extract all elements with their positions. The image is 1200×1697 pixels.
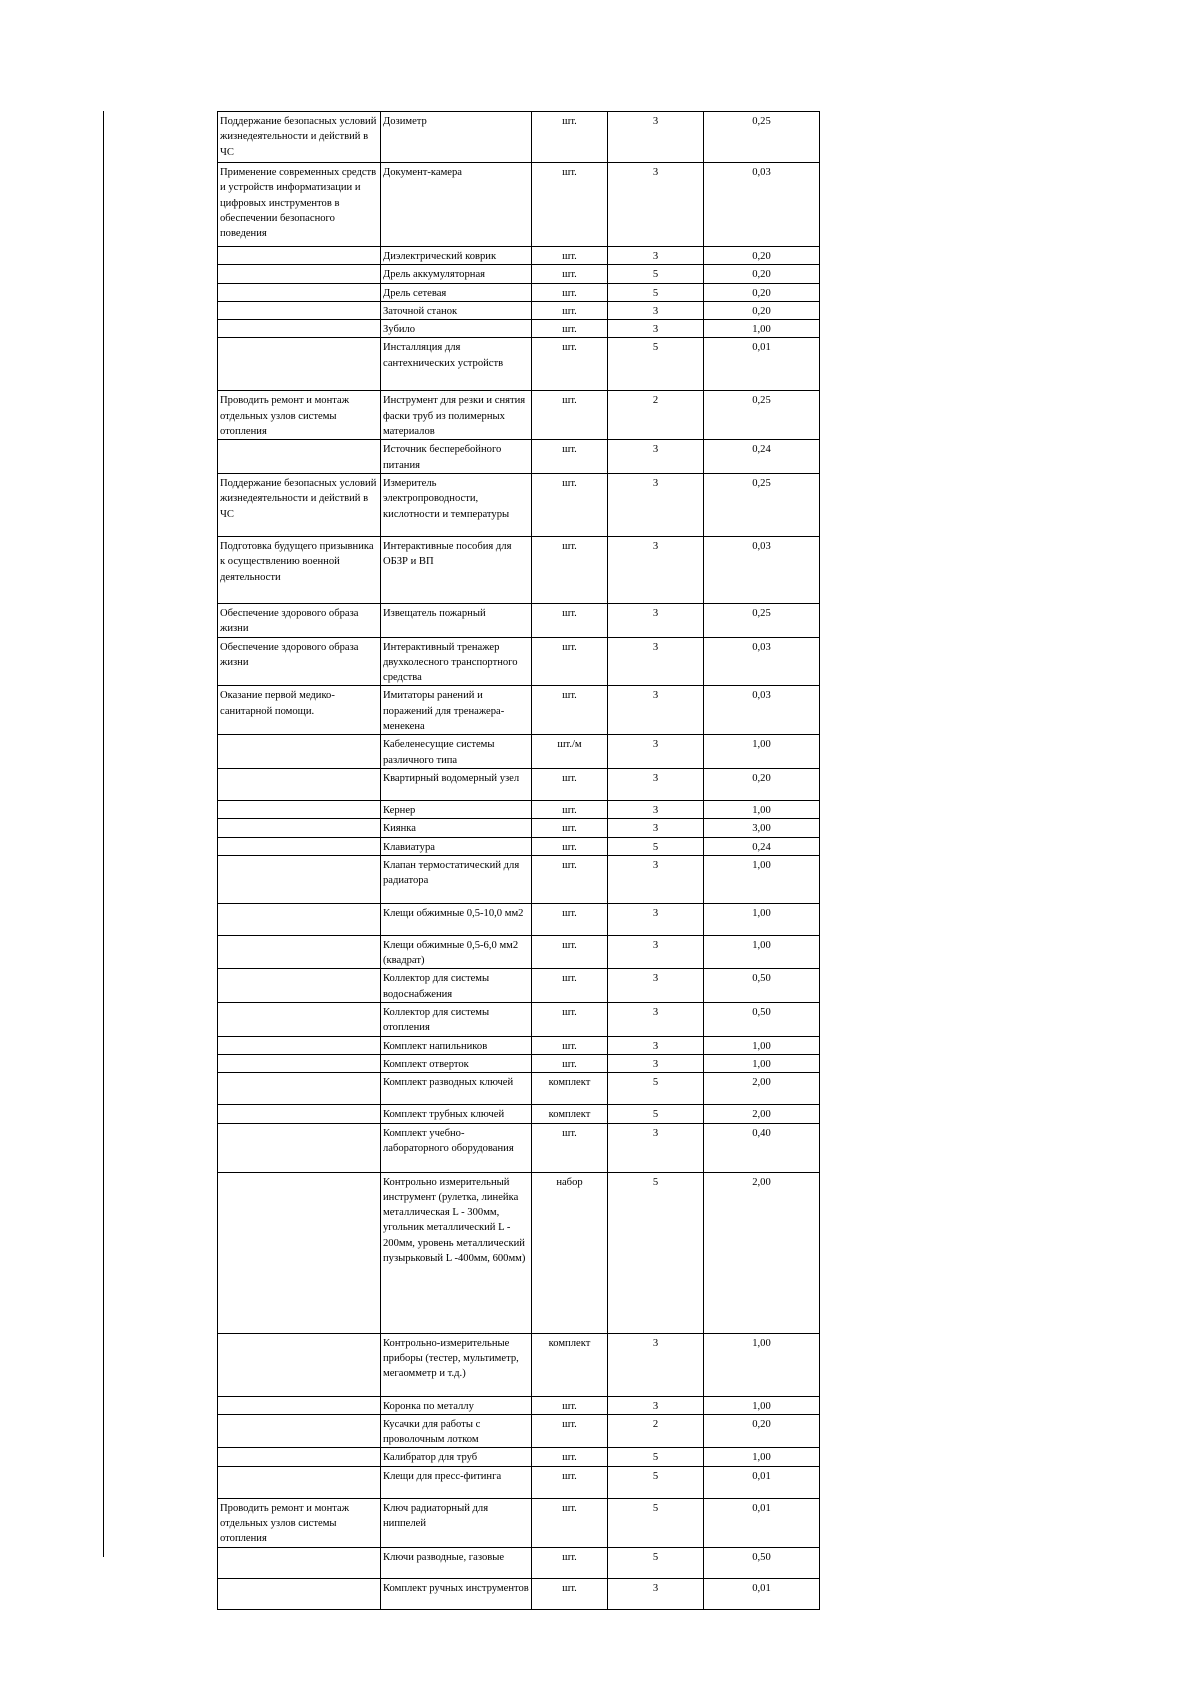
unit-cell: шт. (532, 768, 608, 800)
qty-cell: 3 (608, 1396, 704, 1414)
qty-cell: 3 (608, 1036, 704, 1054)
item-cell: Ключи разводные, газовые (381, 1547, 532, 1578)
value-cell: 0,50 (704, 1003, 820, 1037)
table-row (218, 320, 820, 338)
table-row (218, 440, 820, 474)
table-row (218, 686, 820, 735)
unit-cell: шт. (532, 1448, 608, 1466)
table-row (218, 1036, 820, 1054)
area-cell (218, 1578, 381, 1609)
unit-cell: шт. (532, 536, 608, 603)
item-cell: Документ-камера (381, 163, 532, 247)
unit-cell: шт. (532, 1547, 608, 1578)
unit-cell: шт. (532, 1036, 608, 1054)
area-cell: Поддержание безопасных условий жизнедеятельности и действий в ЧС (218, 473, 381, 536)
qty-cell: 5 (608, 1105, 704, 1123)
qty-cell: 3 (608, 768, 704, 800)
item-cell: Дрель сетевая (381, 283, 532, 301)
item-cell: Ключ радиаторный для ниппелей (381, 1498, 532, 1547)
qty-cell: 3 (608, 855, 704, 903)
item-cell: Квартирный водомерный узел (381, 768, 532, 800)
qty-cell: 3 (608, 473, 704, 536)
unit-cell: шт. (532, 283, 608, 301)
area-cell: Обеспечение здорового образа жизни (218, 603, 381, 637)
item-cell: Клещи для пресс-фитинга (381, 1466, 532, 1498)
table-row (218, 935, 820, 969)
qty-cell: 3 (608, 1003, 704, 1037)
unit-cell: комплект (532, 1073, 608, 1105)
value-cell: 0,25 (704, 473, 820, 536)
table-row (218, 1073, 820, 1105)
qty-cell: 5 (608, 1547, 704, 1578)
value-cell: 1,00 (704, 1333, 820, 1396)
area-cell (218, 1003, 381, 1037)
unit-cell: шт. (532, 1123, 608, 1172)
value-cell: 1,00 (704, 1054, 820, 1072)
unit-cell: шт. (532, 969, 608, 1003)
unit-cell: комплект (532, 1333, 608, 1396)
item-cell: Комплект напильников (381, 1036, 532, 1054)
area-cell (218, 819, 381, 837)
unit-cell: шт. (532, 1578, 608, 1609)
area-cell (218, 247, 381, 265)
table-row (218, 1003, 820, 1037)
unit-cell: шт. (532, 686, 608, 735)
table-row (218, 1396, 820, 1414)
unit-cell: шт. (532, 837, 608, 855)
item-cell: Кабеленесущие системы различного типа (381, 735, 532, 769)
value-cell: 1,00 (704, 935, 820, 969)
value-cell: 0,20 (704, 1414, 820, 1448)
qty-cell: 3 (608, 603, 704, 637)
item-cell: Клапан термостатический для радиатора (381, 855, 532, 903)
unit-cell: шт. (532, 1498, 608, 1547)
qty-cell: 3 (608, 163, 704, 247)
value-cell: 0,25 (704, 391, 820, 440)
area-cell (218, 903, 381, 935)
qty-cell: 5 (608, 1073, 704, 1105)
unit-cell: шт. (532, 163, 608, 247)
value-cell: 2,00 (704, 1073, 820, 1105)
unit-cell: шт. (532, 112, 608, 163)
table-row (218, 536, 820, 603)
area-cell (218, 768, 381, 800)
area-cell (218, 440, 381, 474)
item-cell: Контрольно-измерительные приборы (тестер, мультиметр, мегаомметр и т.д.) (381, 1333, 532, 1396)
qty-cell: 5 (608, 1172, 704, 1333)
unit-cell: шт. (532, 1466, 608, 1498)
value-cell: 0,25 (704, 112, 820, 163)
item-cell: Инсталляция для сантехнических устройств (381, 338, 532, 391)
unit-cell: шт. (532, 301, 608, 319)
qty-cell: 3 (608, 1123, 704, 1172)
table-row (218, 265, 820, 283)
area-cell (218, 837, 381, 855)
item-cell: Калибратор для труб (381, 1448, 532, 1466)
item-cell: Комплект учебно-лабораторного оборудования (381, 1123, 532, 1172)
area-cell (218, 265, 381, 283)
area-cell (218, 855, 381, 903)
area-cell (218, 1073, 381, 1105)
area-cell (218, 1414, 381, 1448)
value-cell: 0,40 (704, 1123, 820, 1172)
unit-cell: шт. (532, 603, 608, 637)
table-row (218, 969, 820, 1003)
unit-cell: шт. (532, 265, 608, 283)
table-row (218, 1333, 820, 1396)
qty-cell: 5 (608, 338, 704, 391)
item-cell: Клавиатура (381, 837, 532, 855)
table-row (218, 837, 820, 855)
value-cell: 0,24 (704, 837, 820, 855)
item-cell: Дрель аккумуляторная (381, 265, 532, 283)
item-cell: Заточной станок (381, 301, 532, 319)
value-cell: 0,01 (704, 1578, 820, 1609)
value-cell: 2,00 (704, 1172, 820, 1333)
qty-cell: 3 (608, 112, 704, 163)
unit-cell: комплект (532, 1105, 608, 1123)
unit-cell: набор (532, 1172, 608, 1333)
unit-cell: шт. (532, 903, 608, 935)
item-cell: Киянка (381, 819, 532, 837)
value-cell: 1,00 (704, 903, 820, 935)
area-cell (218, 338, 381, 391)
value-cell: 0,20 (704, 768, 820, 800)
value-cell: 0,20 (704, 265, 820, 283)
qty-cell: 3 (608, 800, 704, 818)
item-cell: Зубило (381, 320, 532, 338)
table-row (218, 1578, 820, 1609)
value-cell: 0,01 (704, 338, 820, 391)
value-cell: 1,00 (704, 800, 820, 818)
item-cell: Дозиметр (381, 112, 532, 163)
table-row (218, 112, 820, 163)
item-cell: Кернер (381, 800, 532, 818)
table-row (218, 855, 820, 903)
qty-cell: 3 (608, 903, 704, 935)
value-cell: 0,03 (704, 637, 820, 686)
item-cell: Интерактивный тренажер двухколесного транспортного средства (381, 637, 532, 686)
item-cell: Комплект разводных ключей (381, 1073, 532, 1105)
table-row (218, 1105, 820, 1123)
value-cell: 0,25 (704, 603, 820, 637)
qty-cell: 3 (608, 637, 704, 686)
area-cell (218, 1036, 381, 1054)
table-row (218, 800, 820, 818)
unit-cell: шт./м (532, 735, 608, 769)
qty-cell: 5 (608, 1498, 704, 1547)
table-row (218, 391, 820, 440)
qty-cell: 3 (608, 819, 704, 837)
item-cell: Коллектор для системы водоснабжения (381, 969, 532, 1003)
value-cell: 1,00 (704, 855, 820, 903)
item-cell: Комплект трубных ключей (381, 1105, 532, 1123)
unit-cell: шт. (532, 440, 608, 474)
area-cell: Проводить ремонт и монтаж отдельных узлов системы отопления (218, 1498, 381, 1547)
unit-cell: шт. (532, 320, 608, 338)
value-cell: 1,00 (704, 1396, 820, 1414)
unit-cell: шт. (532, 338, 608, 391)
value-cell: 0,50 (704, 1547, 820, 1578)
area-cell: Подготовка будущего призывника к осуществлению военной деятельности (218, 536, 381, 603)
unit-cell: шт. (532, 800, 608, 818)
left-margin-rule (103, 111, 104, 1557)
table-row (218, 338, 820, 391)
table-row (218, 1414, 820, 1448)
unit-cell: шт. (532, 247, 608, 265)
item-cell: Комплект ручных инструментов (381, 1578, 532, 1609)
area-cell (218, 320, 381, 338)
table-row (218, 1172, 820, 1333)
item-cell: Измеритель электропроводности, кислотности и температуры (381, 473, 532, 536)
qty-cell: 5 (608, 1466, 704, 1498)
qty-cell: 3 (608, 247, 704, 265)
area-cell: Оказание первой медико-санитарной помощи. (218, 686, 381, 735)
item-cell: Интерактивные пособия для ОБЗР и ВП (381, 536, 532, 603)
table-row (218, 301, 820, 319)
table-row (218, 1448, 820, 1466)
value-cell: 0,24 (704, 440, 820, 474)
area-cell: Обеспечение здорового образа жизни (218, 637, 381, 686)
area-cell (218, 1172, 381, 1333)
unit-cell: шт. (532, 1396, 608, 1414)
area-cell: Поддержание безопасных условий жизнедеятельности и действий в ЧС (218, 112, 381, 163)
item-cell: Коронка по металлу (381, 1396, 532, 1414)
value-cell: 0,01 (704, 1466, 820, 1498)
table-row (218, 1498, 820, 1547)
area-cell (218, 1466, 381, 1498)
value-cell: 1,00 (704, 735, 820, 769)
qty-cell: 5 (608, 265, 704, 283)
table-row (218, 1054, 820, 1072)
unit-cell: шт. (532, 935, 608, 969)
area-cell (218, 1448, 381, 1466)
item-cell: Комплект отверток (381, 1054, 532, 1072)
value-cell: 1,00 (704, 320, 820, 338)
qty-cell: 3 (608, 320, 704, 338)
unit-cell: шт. (532, 473, 608, 536)
item-cell: Коллектор для системы отопления (381, 1003, 532, 1037)
area-cell (218, 283, 381, 301)
area-cell: Проводить ремонт и монтаж отдельных узлов системы отопления (218, 391, 381, 440)
unit-cell: шт. (532, 819, 608, 837)
value-cell: 0,03 (704, 536, 820, 603)
qty-cell: 3 (608, 935, 704, 969)
table-row (218, 1123, 820, 1172)
unit-cell: шт. (532, 1054, 608, 1072)
area-cell (218, 1547, 381, 1578)
value-cell: 0,03 (704, 163, 820, 247)
table-row (218, 903, 820, 935)
area-cell (218, 1054, 381, 1072)
table-row (218, 819, 820, 837)
qty-cell: 3 (608, 1578, 704, 1609)
qty-cell: 3 (608, 301, 704, 319)
area-cell (218, 1105, 381, 1123)
equipment-table-body (218, 112, 820, 1610)
item-cell: Клещи обжимные 0,5-10,0 мм2 (381, 903, 532, 935)
unit-cell: шт. (532, 391, 608, 440)
table-row (218, 735, 820, 769)
table-row (218, 637, 820, 686)
item-cell: Кусачки для работы с проволочным лотком (381, 1414, 532, 1448)
qty-cell: 5 (608, 283, 704, 301)
area-cell (218, 800, 381, 818)
qty-cell: 2 (608, 391, 704, 440)
table-row (218, 163, 820, 247)
area-cell (218, 969, 381, 1003)
item-cell: Извещатель пожарный (381, 603, 532, 637)
qty-cell: 2 (608, 1414, 704, 1448)
qty-cell: 3 (608, 1333, 704, 1396)
area-cell (218, 1396, 381, 1414)
table-row (218, 283, 820, 301)
value-cell: 0,50 (704, 969, 820, 1003)
item-cell: Инструмент для резки и снятия фаски труб из полимерных материалов (381, 391, 532, 440)
qty-cell: 3 (608, 536, 704, 603)
area-cell (218, 935, 381, 969)
value-cell: 2,00 (704, 1105, 820, 1123)
equipment-table (217, 111, 820, 1610)
area-cell (218, 735, 381, 769)
area-cell (218, 1123, 381, 1172)
qty-cell: 3 (608, 440, 704, 474)
item-cell: Имитаторы ранений и поражений для тренажера-менекена (381, 686, 532, 735)
value-cell: 0,01 (704, 1498, 820, 1547)
qty-cell: 3 (608, 735, 704, 769)
item-cell: Диэлектрический коврик (381, 247, 532, 265)
value-cell: 0,20 (704, 283, 820, 301)
value-cell: 0,20 (704, 301, 820, 319)
value-cell: 0,03 (704, 686, 820, 735)
table-row (218, 603, 820, 637)
qty-cell: 3 (608, 686, 704, 735)
item-cell: Источник бесперебойного питания (381, 440, 532, 474)
value-cell: 0,20 (704, 247, 820, 265)
value-cell: 1,00 (704, 1448, 820, 1466)
table-row (218, 1466, 820, 1498)
area-cell (218, 1333, 381, 1396)
table-row (218, 1547, 820, 1578)
qty-cell: 5 (608, 1448, 704, 1466)
unit-cell: шт. (532, 1414, 608, 1448)
value-cell: 3,00 (704, 819, 820, 837)
area-cell (218, 301, 381, 319)
table-row (218, 247, 820, 265)
unit-cell: шт. (532, 1003, 608, 1037)
qty-cell: 3 (608, 969, 704, 1003)
unit-cell: шт. (532, 855, 608, 903)
item-cell: Клещи обжимные 0,5-6,0 мм2 (квадрат) (381, 935, 532, 969)
qty-cell: 3 (608, 1054, 704, 1072)
value-cell: 1,00 (704, 1036, 820, 1054)
area-cell: Применение современных средств и устройств информатизации и цифровых инструментов в обеспечении безопасного поведения (218, 163, 381, 247)
item-cell: Контрольно измерительный инструмент (рулетка, линейка металлическая L - 300мм, угольник металлический L - 200мм, уровень металлический пузырьковый L -400мм, 600мм) (381, 1172, 532, 1333)
qty-cell: 5 (608, 837, 704, 855)
table-row (218, 768, 820, 800)
table-row (218, 473, 820, 536)
unit-cell: шт. (532, 637, 608, 686)
